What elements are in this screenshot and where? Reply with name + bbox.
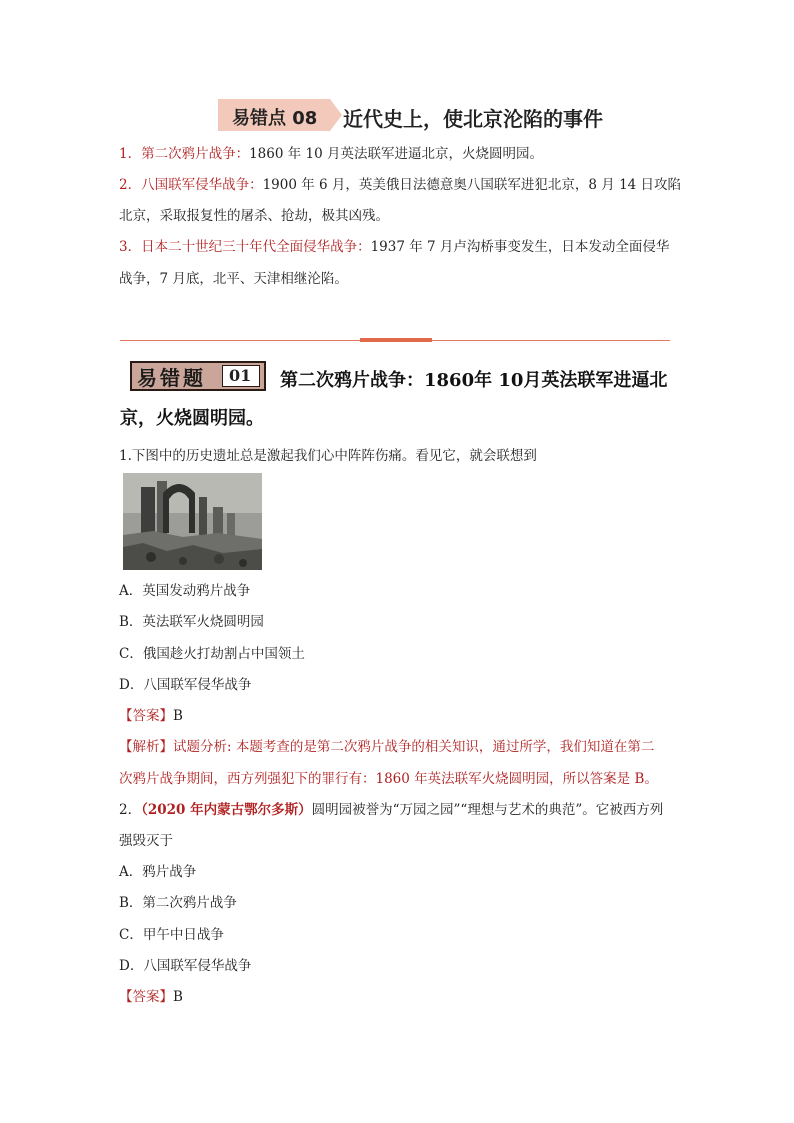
q2-option-d: D．八国联军侵华战争: [119, 958, 252, 974]
section-badge-text: 易错点 08: [232, 108, 318, 129]
q2-source: （2020 年内蒙古鄂尔多斯）: [141, 802, 312, 818]
question-title-line2: 京，火烧圆明园。: [120, 408, 264, 429]
point-3-text: 1937 年 7 月卢沟桥事变发生，日本发动全面侵华: [370, 239, 670, 255]
q2-answer-label: 【答案】: [119, 989, 173, 1005]
point-3-label: 3．日本二十世纪三十年代全面侵华战争：: [119, 239, 371, 255]
section-title: 近代史上，使北京沦陷的事件: [343, 107, 603, 131]
point-2-cont: 北京，采取报复性的屠杀、抢劫，极其凶残。: [119, 208, 389, 224]
point-1-text: 1860 年 10 月英法联军进逼北京，火烧圆明园。: [249, 146, 544, 162]
q2-number: 2．: [119, 802, 142, 818]
question-badge-label: 易错题: [137, 366, 206, 390]
q2-option-a: A．鸦片战争: [119, 864, 197, 880]
divider-accent: [360, 338, 432, 342]
point-1-label: 1．第二次鸦片战争：: [119, 146, 250, 162]
point-3: [119, 238, 669, 256]
point-2-label: 2．八国联军侵华战争：: [119, 177, 263, 193]
q2-answer: [119, 988, 183, 1006]
q1-answer-value: B: [173, 708, 183, 724]
q1-answer-label: 【答案】: [119, 708, 173, 724]
q1-analysis-line2: 次鸦片战争期间，西方列强犯下的罪行有：1860 年英法联军火烧圆明园，所以答案是 B。: [119, 771, 658, 787]
q1-analysis-text1: 试题分析: 本题考查的是第二次鸦片战争的相关知识，通过所学，我们知道在第二: [173, 739, 655, 755]
ruins-photo-icon: [123, 473, 262, 570]
q1-analysis-label: 【解析】: [119, 739, 173, 755]
ruins-photo: [123, 473, 262, 570]
q1-option-b: B．英法联军火烧圆明园: [119, 614, 264, 630]
point-3-cont: 战争，7 月底，北平、天津相继沦陷。: [119, 271, 348, 287]
question-title-line1: 第二次鸦片战争：1860年 10月英法联军进逼北: [280, 370, 668, 391]
question-badge-num: 01: [229, 366, 252, 385]
q1-option-d: D．八国联军侵华战争: [119, 677, 252, 693]
q1-option-c: C．俄国趁火打劫割占中国领土: [119, 646, 305, 662]
point-2-text: 1900 年 6 月，英美俄日法德意奥八国联军进犯北京，8 月 14 日攻陷: [262, 177, 682, 193]
q1-stem: 1.下图中的历史遗址总是激起我们心中阵阵伤痛。看见它，就会联想到: [119, 448, 537, 464]
q2-stem-text1: 圆明园被誉为“万园之园”“理想与艺术的典范”。它被西方列: [311, 802, 664, 818]
q1-answer: [119, 707, 183, 725]
point-1: [119, 145, 543, 163]
q2-stem-line1: [119, 801, 663, 819]
q2-option-c: C．甲午中日战争: [119, 927, 224, 943]
q1-analysis-line1: [119, 738, 654, 756]
q2-stem-line2: 强毁灭于: [119, 833, 173, 849]
point-2: [119, 176, 681, 194]
q1-option-a: A．英国发动鸦片战争: [119, 583, 251, 599]
q2-answer-value: B: [173, 989, 183, 1005]
q2-option-b: B．第二次鸦片战争: [119, 895, 237, 911]
